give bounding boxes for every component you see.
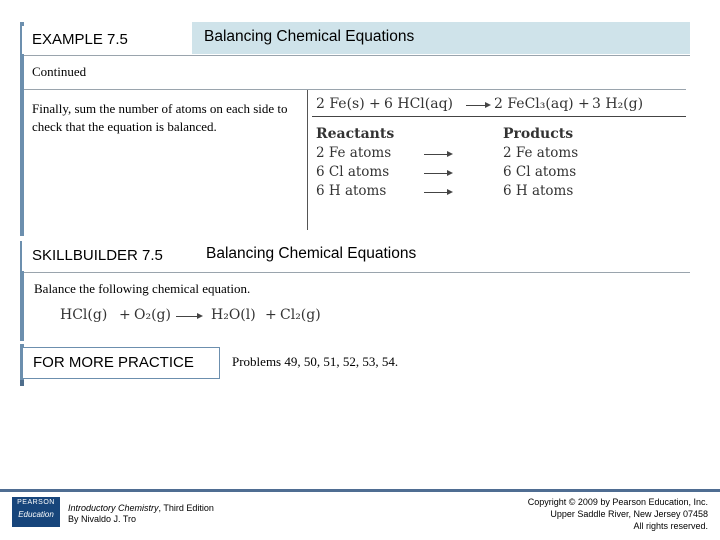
continued-label: Continued bbox=[32, 64, 87, 79]
eq-reactant-1: 2 Fe(s) bbox=[316, 96, 365, 112]
sk-eq-reactant-2: O₂(g) bbox=[134, 307, 171, 323]
copyright-line-1: Copyright © 2009 by Pearson Education, Inc. bbox=[527, 497, 708, 507]
footer-rule bbox=[0, 489, 720, 492]
book-title-line bbox=[68, 503, 214, 514]
book-edition: , Third Edition bbox=[158, 503, 214, 513]
pearson-logo bbox=[12, 497, 60, 527]
atom-arrow-3 bbox=[424, 192, 448, 193]
eq-plus-1: + bbox=[369, 96, 381, 112]
sk-eq-product-2: Cl₂(g) bbox=[280, 307, 321, 323]
reactant-atoms-cl: 6 Cl atoms bbox=[316, 164, 390, 180]
continued-rule bbox=[24, 89, 686, 90]
arrow-head-icon bbox=[447, 170, 453, 176]
reactants-header: Reactants bbox=[316, 126, 395, 142]
eq-product-2: 3 H₂(g) bbox=[592, 96, 644, 112]
arrow-head-icon bbox=[447, 151, 453, 157]
sk-eq-product-1: H₂O(l) bbox=[211, 307, 256, 323]
product-atoms-fe: 2 Fe atoms bbox=[503, 145, 579, 161]
practice-label-box bbox=[22, 347, 220, 379]
copyright-line-2: Upper Saddle River, New Jersey 07458 bbox=[550, 509, 708, 519]
sk-eq-plus-1: + bbox=[119, 307, 131, 323]
practice-problems: Problems 49, 50, 51, 52, 53, 54. bbox=[232, 354, 399, 369]
example-title-band bbox=[192, 22, 690, 54]
eq-reactant-2: 6 HCl(aq) bbox=[384, 96, 453, 112]
products-header: Products bbox=[503, 126, 574, 142]
copyright-line-3: All rights reserved. bbox=[633, 521, 708, 531]
arrow-head-icon bbox=[447, 189, 453, 195]
practice-label: FOR MORE PRACTICE bbox=[33, 354, 194, 371]
atom-arrow-2 bbox=[424, 173, 448, 174]
logo-bottom-text: Education bbox=[18, 510, 54, 519]
eq-product-1: 2 FeCl₃(aq) bbox=[494, 96, 574, 112]
atom-arrow-1 bbox=[424, 154, 448, 155]
column-divider bbox=[307, 90, 308, 230]
sk-eq-reactant-1: HCl(g) bbox=[60, 307, 108, 323]
example-title: Balancing Chemical Equations bbox=[204, 28, 415, 45]
sk-eq-arrow bbox=[176, 316, 198, 317]
skillbuilder-label: SKILLBUILDER 7.5 bbox=[32, 247, 163, 264]
sk-eq-plus-2: + bbox=[265, 307, 277, 323]
reactant-atoms-fe: 2 Fe atoms bbox=[316, 145, 392, 161]
book-author: By Nivaldo J. Tro bbox=[68, 514, 137, 524]
eq-underline bbox=[312, 116, 686, 117]
product-atoms-h: 6 H atoms bbox=[503, 183, 574, 199]
example-label: EXAMPLE 7.5 bbox=[32, 31, 128, 48]
example-rule bbox=[24, 55, 690, 56]
eq-arrow-head-icon bbox=[485, 102, 491, 108]
practice-accent-tick bbox=[20, 380, 24, 386]
skillbuilder-label-box bbox=[22, 241, 200, 271]
eq-arrow bbox=[466, 105, 486, 106]
summary-text: Finally, sum the number of atoms on each side to check that the equation is balanced. bbox=[32, 101, 288, 134]
skillbuilder-instruction: Balance the following chemical equation. bbox=[34, 281, 251, 296]
book-info bbox=[68, 503, 214, 525]
copyright-block bbox=[468, 496, 708, 532]
book-title: Introductory Chemistry bbox=[68, 503, 159, 513]
example-label-box bbox=[22, 26, 192, 54]
eq-plus-2: + bbox=[578, 96, 590, 112]
skillbuilder-rule bbox=[24, 272, 690, 273]
reactant-atoms-h: 6 H atoms bbox=[316, 183, 387, 199]
logo-top-text: PEARSON bbox=[17, 499, 55, 506]
skillbuilder-title: Balancing Chemical Equations bbox=[206, 245, 417, 262]
product-atoms-cl: 6 Cl atoms bbox=[503, 164, 577, 180]
sk-arrow-head-icon bbox=[197, 313, 203, 319]
